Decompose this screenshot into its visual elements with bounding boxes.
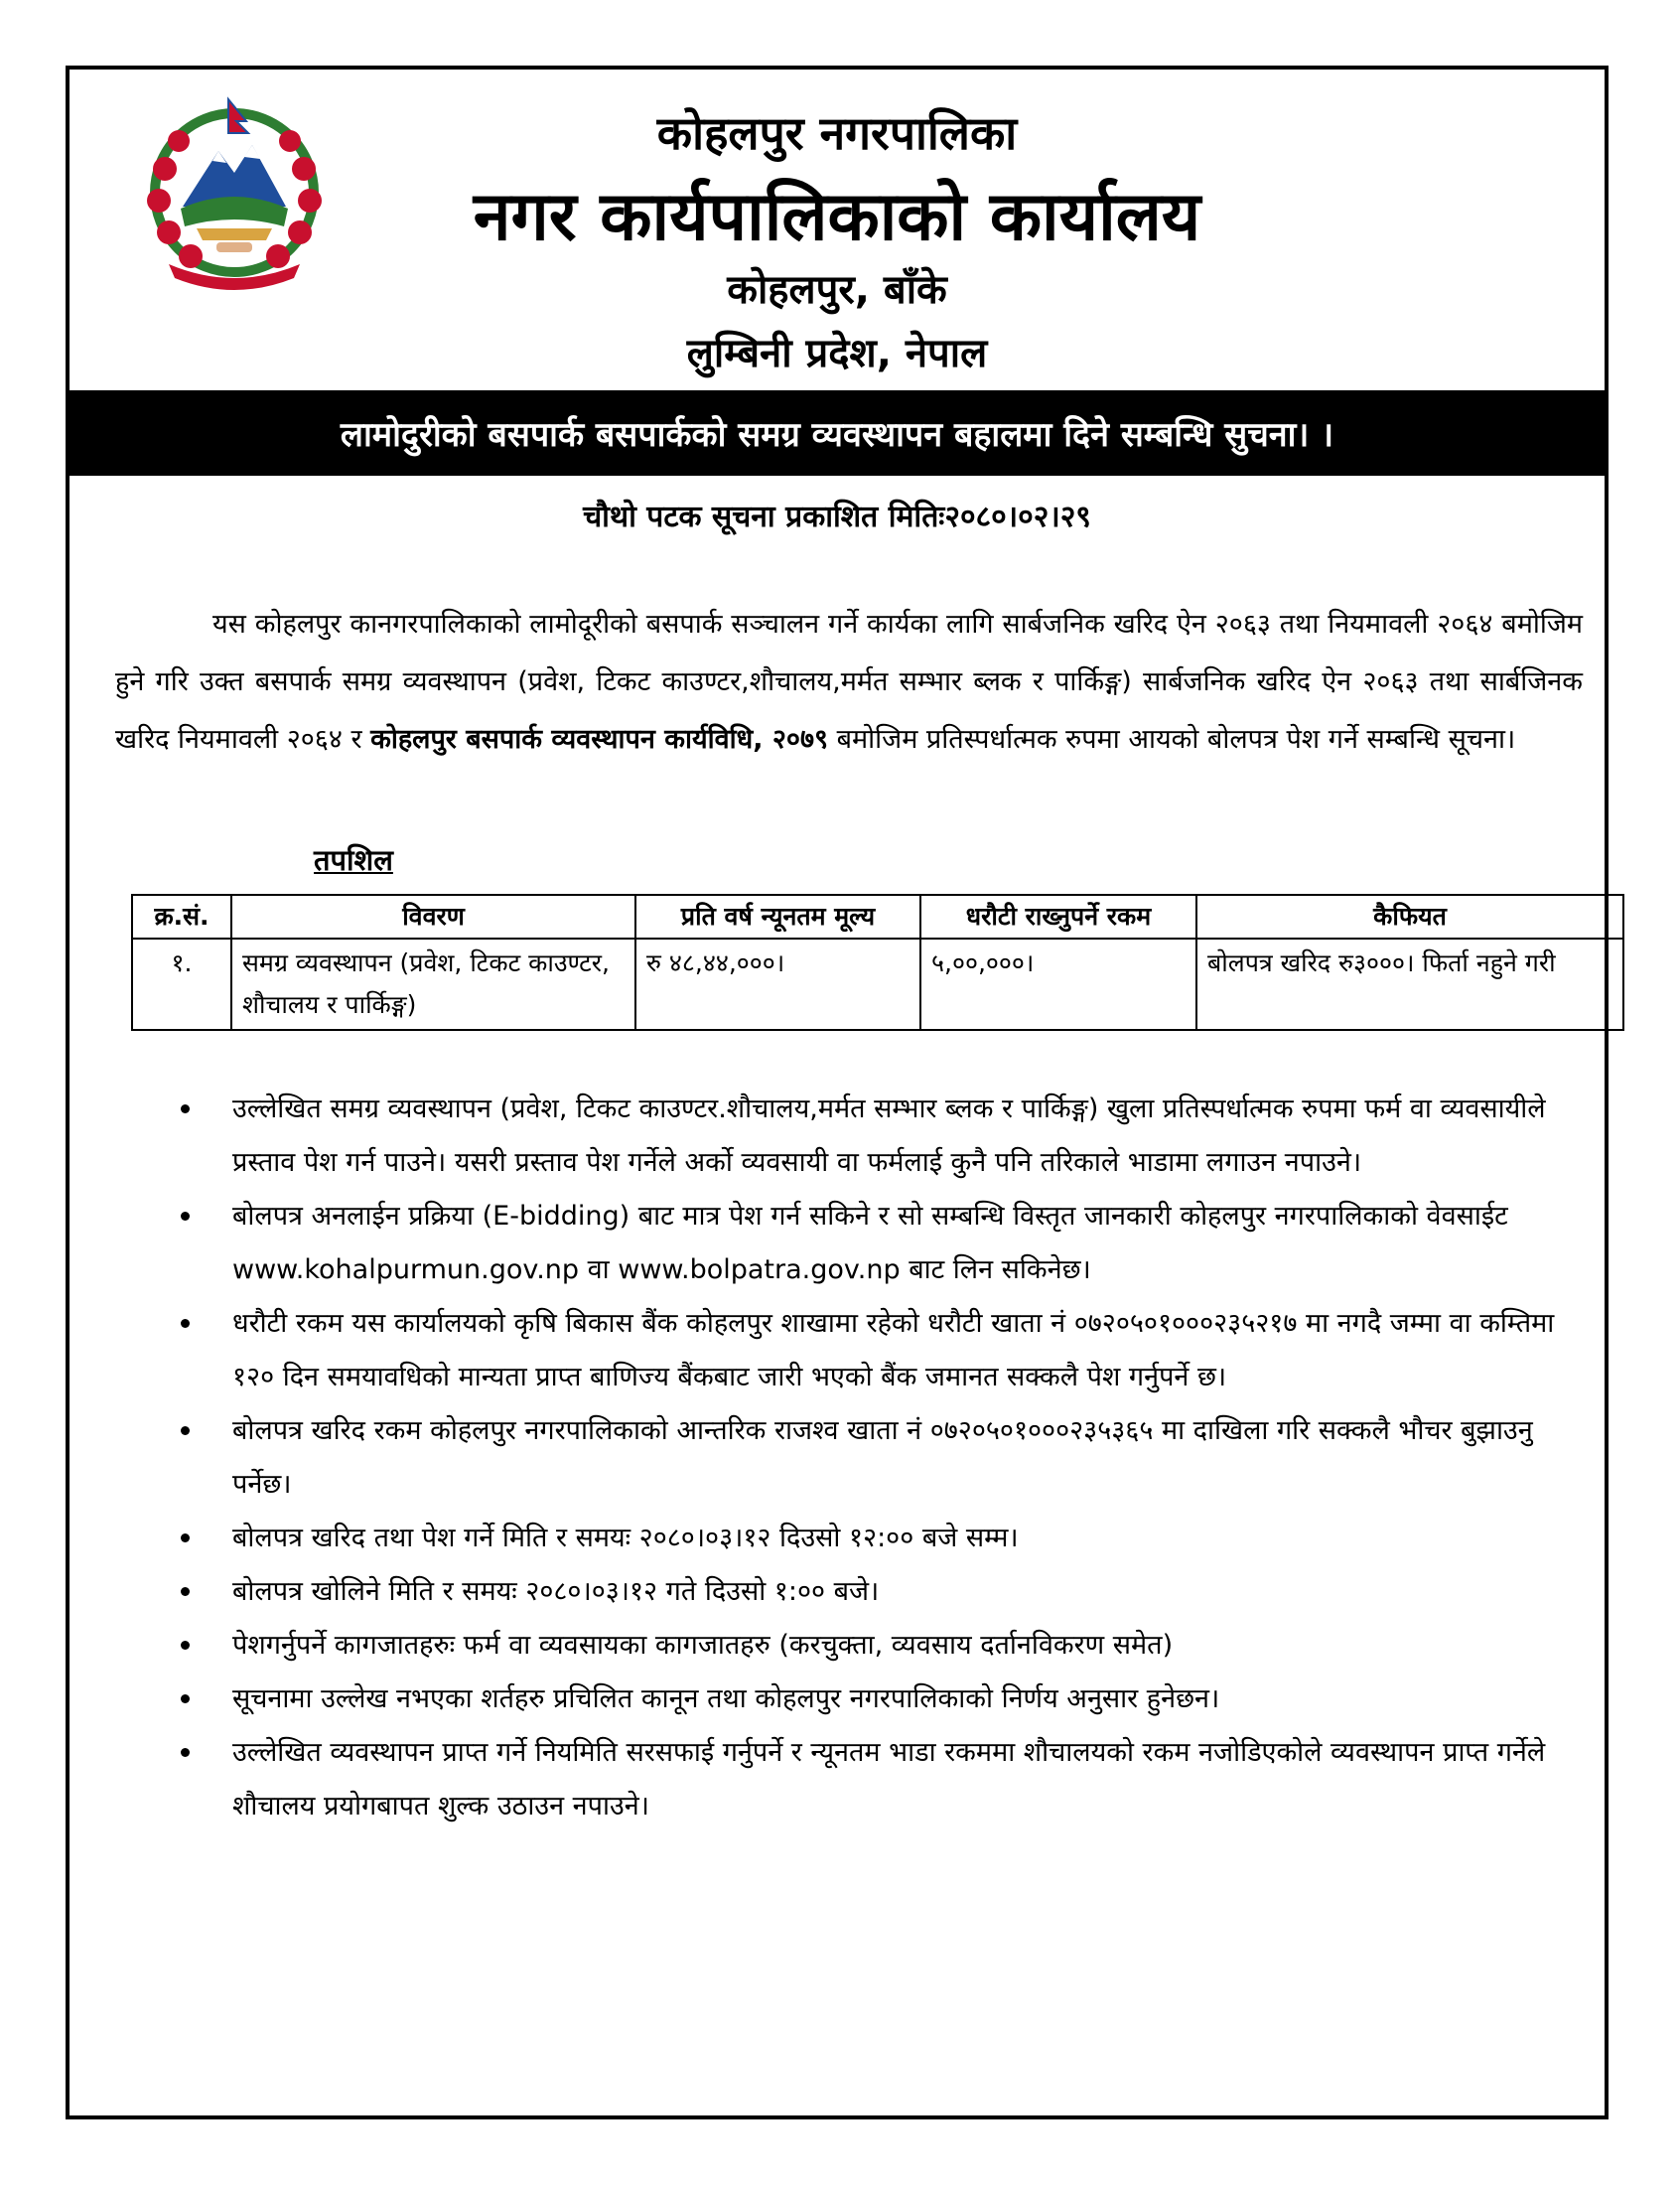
col-header-remarks: कैफियत <box>1196 895 1623 939</box>
list-item-text: धरौटी रकम यस कार्यालयको कृषि बिकास बैंक कोहलपुर शाखामा रहेको धरौटी खाता नं ०७२०५०१०००२३५२१७ मा नगदै जम्मा वा कम्तिमा १२० दिन समयावधिको मान्यता प्राप्त बाणिज्य बैंकबाट जारी भएको बैंक जमानत सक्कलै पेश गर्नुपर्ने छ। <box>232 1308 1555 1392</box>
list-item <box>175 1083 1585 1190</box>
notice-title: लामोदुरीको बसपार्क बसपार्कको समग्र व्यवस्थापन बहालमा दिने सम्बन्धि सुचना। । <box>340 415 1334 455</box>
notice-title-banner <box>70 390 1605 476</box>
col-header-sn: क्र.सं. <box>132 895 231 939</box>
list-item-text: पेशगर्नुपर्ने कागजातहरुः फर्म वा व्यवसायका कागजातहरु (करचुक्ता, व्यवसाय दर्तानविकरण समेत) <box>232 1630 1174 1661</box>
office-name: नगर कार्यपालिकाको कार्यालय <box>473 178 1201 256</box>
intro-paragraph <box>115 596 1583 769</box>
list-item-text: बोलपत्र अनलाईन प्रक्रिया (E-bidding) बाट मात्र पेश गर्न सकिने र सो सम्बन्धि विस्तृत जानकारी कोहलपुर नगरपालिकाको वेवसाईट www.kohalpurmun.gov.np वा www.bolpatra.gov.np बाट लिन सकिनेछ। <box>232 1201 1508 1285</box>
cell-min-price: रु ४८,४४,०००। <box>635 939 920 1030</box>
municipality-name: कोहलपुर नगरपालिका <box>656 106 1018 160</box>
list-item <box>175 1190 1585 1297</box>
bullet-icon <box>181 1426 190 1435</box>
list-item-text: बोलपत्र खरिद रकम कोहलपुर नगरपालिकाको आन्तरिक राजश्व खाता नं ०७२०५०१०००२३५३६५ मा दाखिला गरि सक्कलै भौचर बुझाउनु पर्नेछ। <box>232 1415 1533 1500</box>
list-item-text: उल्लेखित व्यवस्थापन प्राप्त गर्ने नियमिति सरसफाई गर्नुपर्ने र न्यूनतम भाडा रकममा शौचालयको रकम नजोडिएकोले व्यवस्थापन प्राप्त गर्नेले शौचालय प्रयोगबापत शुल्क उठाउन नपाउने। <box>232 1737 1546 1821</box>
cell-sn: १. <box>132 939 231 1030</box>
list-item <box>175 1297 1585 1404</box>
col-header-deposit: धरौटी राख्नुपर्ने रकम <box>920 895 1196 939</box>
bullet-icon <box>181 1212 190 1221</box>
col-header-description: विवरण <box>231 895 635 939</box>
list-item-text: उल्लेखित समग्र व्यवस्थापन (प्रवेश, टिकट काउण्टर.शौचालय,मर्मत सम्भार ब्लक र पार्किङ्ग) खुला प्रतिस्पर्धात्मक रुपमा फर्म वा व्यवसायीले प्रस्ताव पेश गर्न पाउने। यसरी प्रस्ताव पेश गर्नेले अर्को व्यवसायी वा फर्मलाई कुनै पनि तरिकाले भाडामा लगाउन नपाउने। <box>232 1093 1546 1178</box>
cell-remarks: बोलपत्र खरिद रु३०००। फिर्ता नहुने गरी <box>1196 939 1623 1030</box>
bullet-icon <box>181 1748 190 1757</box>
bullet-icon <box>181 1694 190 1703</box>
list-item <box>175 1565 1585 1619</box>
table-header-row <box>132 895 1623 939</box>
bullet-icon <box>181 1104 190 1113</box>
list-item <box>175 1673 1585 1726</box>
conditions-list <box>175 1083 1585 1833</box>
bullet-icon <box>181 1533 190 1542</box>
office-province: लुम्बिनी प्रदेश, नेपाल <box>686 331 988 376</box>
cell-deposit: ५,००,०००। <box>920 939 1196 1030</box>
cell-description: समग्र व्यवस्थापन (प्रवेश, टिकट काउण्टर, शौचालय र पार्किङ्ग) <box>231 939 635 1030</box>
bullet-icon <box>181 1587 190 1596</box>
list-item <box>175 1512 1585 1565</box>
details-heading: तपशिल <box>314 843 393 877</box>
bullet-icon <box>181 1319 190 1328</box>
intro-text-1: यस कोहलपुर कानगरपालिकाको लामोदूरीको बसपार्क सञ्चालन गर्ने कार्यका लागि सार्बजनिक खरिद ऐन २०६३ तथा नियमावली २०६४ बमोजिम हुने गरि उक्त बसपार्क समग्र व्यवस्थापन (प्रवेश, टिकट काउण्टर,शौचालय,मर्मत सम्भार ब्लक र पार्किङ्ग) सार्बजनिक खरिद ऐन २०६३ तथा सार्बजिनक खरिद नियमावली २०६४ र <box>115 609 1583 755</box>
intro-text-bold: कोहलपुर बसपार्क व्यवस्थापन कार्यविधि, २०७९ <box>370 724 829 755</box>
details-table <box>131 894 1624 1031</box>
list-item <box>175 1619 1585 1673</box>
list-item-text: सूचनामा उल्लेख नभएका शर्तहरु प्रचिलित कानून तथा कोहलपुर नगरपालिकाको निर्णय अनुसार हुनेछन। <box>232 1683 1220 1714</box>
office-location: कोहलपुर, बाँके <box>727 267 947 313</box>
letterhead <box>66 66 1609 385</box>
intro-text-2: बमोजिम प्रतिस्पर्धात्मक रुपमा आयको बोलपत्र पेश गर्ने सम्बन्धि सूचना। <box>828 724 1516 755</box>
table-row <box>132 939 1623 1030</box>
list-item <box>175 1404 1585 1512</box>
list-item-text: बोलपत्र खरिद तथा पेश गर्ने मिति र समयः २०८०।०३।१२ दिउसो १२:०० बजे सम्म। <box>232 1523 1019 1553</box>
list-item-text: बोलपत्र खोलिने मिति र समयः २०८०।०३।१२ गते दिउसो १:०० बजे। <box>232 1576 880 1607</box>
col-header-min-price: प्रति वर्ष न्यूनतम मूल्य <box>635 895 920 939</box>
list-item <box>175 1726 1585 1833</box>
bullet-icon <box>181 1641 190 1650</box>
publication-date-line: चौथो पटक सूचना प्रकाशित मितिः२०८०।०२।२९ <box>583 500 1091 534</box>
